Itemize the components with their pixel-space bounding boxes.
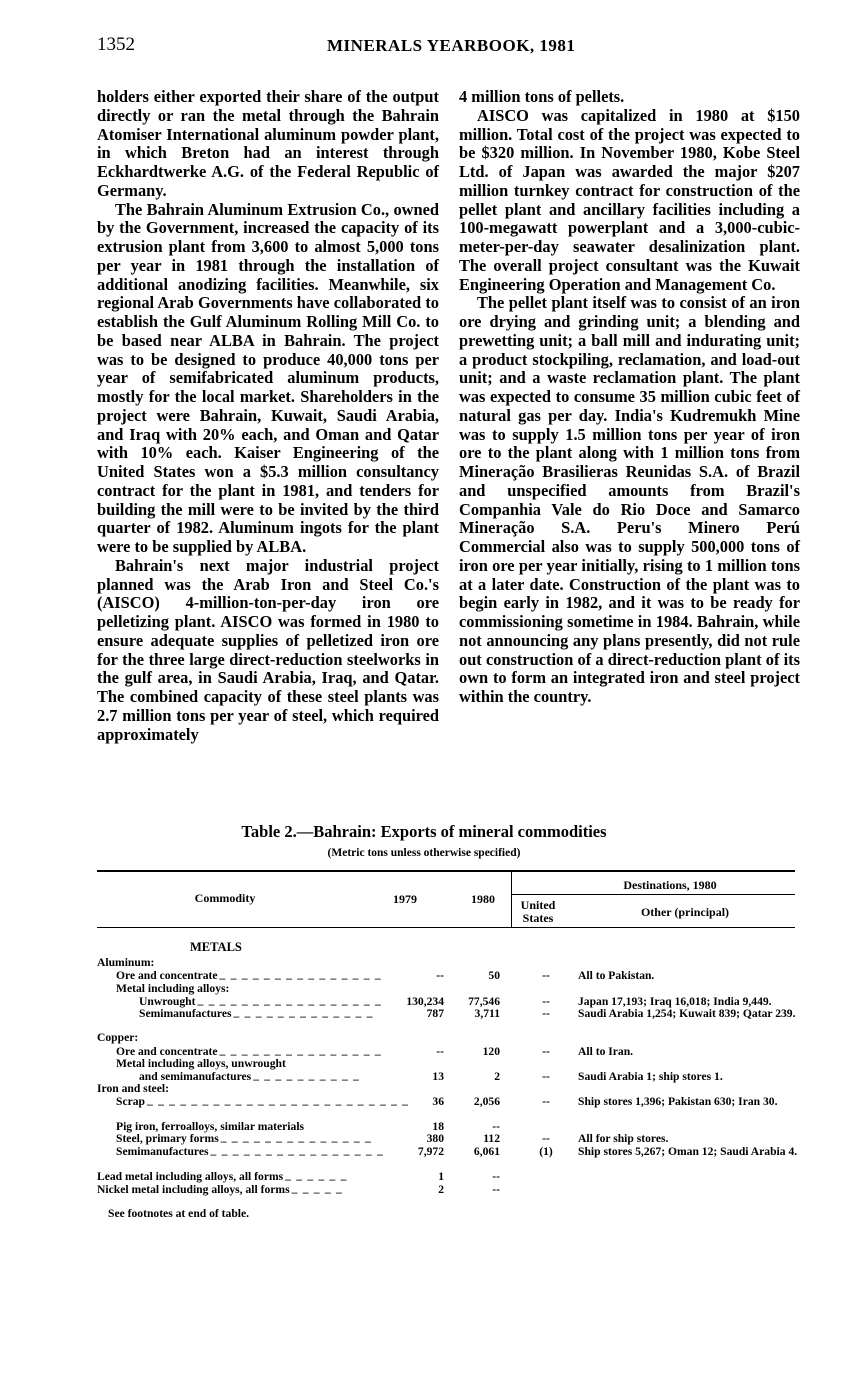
value-united-states: --	[542, 1070, 550, 1083]
header-destinations: Destinations, 1980	[623, 878, 717, 892]
value-united-states: --	[542, 1132, 550, 1145]
value-united-states: --	[542, 1007, 550, 1020]
destination-other: Japan 17,193; Iraq 16,018; India 9,449.	[578, 995, 772, 1008]
row-label: Scrap	[116, 1095, 145, 1108]
row-label: Pig iron, ferroalloys, similar materials	[116, 1120, 305, 1133]
table-title: Table 2.—Bahrain: Exports of mineral commodities	[241, 822, 607, 841]
row-label: Aluminum:	[97, 956, 155, 969]
value-united-states: --	[542, 995, 550, 1008]
right-text-column	[459, 88, 800, 707]
header-other: Other (principal)	[640, 905, 730, 919]
row-label: and semimanufactures	[139, 1070, 252, 1083]
value-1979: 380	[426, 1132, 444, 1145]
leader-dots: _ _ _ _ _ _ _ _ _ _ _ _ _	[233, 1006, 374, 1019]
header-1979: 1979	[393, 892, 417, 906]
value-1980: 77,546	[468, 995, 500, 1008]
value-united-states: --	[542, 1095, 550, 1108]
paragraph: AISCO was capitalized in 1980 at $150 million. Total cost of the project was expected to be $320 million. In November 1980, Kobe Steel Ltd. of Japan was awarded the major $207 million turnkey contract for construction of the pellet plant and ancillary facilities including a 100-megawatt powerplant and a 3,000-cubic-meter-per-day seawater desalinization plant. The overall project consultant was the Kuwait Engineering Operation and Management Co.	[459, 105, 800, 294]
value-1980: --	[492, 1120, 500, 1133]
destination-other: Saudi Arabia 1,254; Kuwait 839; Qatar 239.	[578, 1007, 796, 1020]
leader-dots: _ _ _ _ _ _ _ _ _ _ _ _ _ _ _ _	[210, 1144, 384, 1157]
paragraph: Bahrain's next major industrial project planned was the Arab Iron and Steel Co.'s (AISCO) 4-million-ton-per-day iron ore pelletizing plant. AISCO was formed in 1980 to ensure adequate supplies of pelletized iron ore for the three large direct-reduction steelworks in the gulf area, in Saudi Arabia, Iraq, and Qatar. The combined capacity of these steel plants was 2.7 million tons per year of steel, which required approximately	[97, 555, 439, 744]
page-header	[97, 34, 797, 62]
value-1979: 130,234	[406, 995, 444, 1008]
header-1980: 1980	[471, 892, 495, 906]
row-label: Unwrought	[139, 995, 196, 1008]
row-label: Nickel metal including alloys, all forms	[97, 1183, 290, 1196]
value-1980: 6,061	[473, 1145, 500, 1158]
value-united-states: --	[542, 969, 550, 982]
value-1979: 1	[438, 1170, 444, 1183]
value-1979: 36	[432, 1095, 444, 1108]
value-1980: 2	[494, 1070, 500, 1083]
destination-other: All to Iran.	[578, 1045, 634, 1058]
destinations-rule	[512, 894, 795, 895]
header-united-states: United States	[520, 898, 556, 925]
leader-dots: _ _ _ _ _ _ _ _ _ _ _ _ _ _ _ _ _	[197, 994, 383, 1007]
value-1980: 120	[482, 1045, 500, 1058]
row-label: Semimanufactures	[116, 1145, 209, 1158]
row-label: Semimanufactures	[139, 1007, 232, 1020]
leader-dots: _ _ _ _ _ _ _ _ _ _ _ _ _ _	[220, 1131, 372, 1144]
header-commodity: Commodity	[194, 891, 256, 905]
paragraph: The pellet plant itself was to consist of an iron ore drying and grinding unit; a blending and prewetting unit; a ball mill and indurating unit; a product stockpiling, reclamation, and load-out unit; and a waste reclamation plant. The plant was expected to consume 35 million cubic feet of natural gas per day. India's Kudremukh Mine was to supply 1.5 million tons per year of iron ore to the plant along with 1 million tons from Mineração Brasilieras Reunidas S.A. of Brazil and unspecified amounts from Brazil's Companhia Vale do Rio Doce and Samarco Mineração S.A. Peru's Minero Perú Commercial also was to supply 500,000 tons of iron ore per year initially, rising to 1 million tons at a later date. Construction of the plant was to begin early in 1982, and it was to be ready for commissioning sometime in 1984. Bahrain, while not announcing any plans presently, did not rule out construction of a direct-reduction plant of its own to form an integrated iron and steel project within the country.	[459, 293, 800, 706]
row-label: Ore and concentrate	[116, 1045, 218, 1058]
row-label: Metal including alloys, unwrought	[116, 1057, 286, 1070]
paragraph: The Bahrain Aluminum Extrusion Co., owned by the Government, increased the capacity of its extrusion plant from 3,600 to almost 5,000 tons per year in 1981 through the installation of additional anodizing facilities. Meanwhile, six regional Arab Governments have collaborated to establish the Gulf Aluminum Rolling Mill Co. to be based near ALBA in Bahrain. The project was to be designed to produce 40,000 tons per year of semifabricated aluminum products, mostly for the local market. Shareholders in the project were Bahrain, Kuwait, Saudi Arabia, and Iraq with 20% each, and Oman and Qatar with 10% each. Kaiser Engineering of the United States won a $5.3 million consultancy contract for the plant in 1981, and tenders for building the mill were to be invited by the third quarter of 1982. Aluminum ingots for the plant were to be supplied by ALBA.	[97, 199, 439, 556]
leader-dots: _ _ _ _ _ _ _ _ _ _	[253, 1069, 361, 1082]
row-label: Metal including alloys:	[116, 982, 230, 995]
row-label: Ore and concentrate	[116, 969, 218, 982]
destination-other: All to Pakistan.	[578, 969, 655, 982]
value-1979: 7,972	[417, 1145, 444, 1158]
row-label: Copper:	[97, 1031, 139, 1044]
value-1980: 2,056	[473, 1095, 500, 1108]
value-1979: 13	[432, 1070, 444, 1083]
leader-dots: _ _ _ _ _ _ _ _ _ _ _ _ _ _ _	[219, 1044, 382, 1057]
paragraph: holders either exported their share of the output directly or ran the metal through the Bahrain Atomiser International aluminum powder plant, in which Breton had an interest through Eckhardtwerke A.G. of the Federal Republic of Germany.	[97, 87, 439, 200]
row-label: Lead metal including alloys, all forms	[97, 1170, 284, 1183]
left-text-column	[97, 88, 439, 744]
paragraph: 4 million tons of pellets.	[459, 87, 625, 106]
leader-dots: _ _ _ _ _ _ _ _ _ _ _ _ _ _ _	[219, 968, 382, 981]
header-bottom-rule	[97, 927, 795, 928]
value-1979: --	[436, 969, 444, 982]
destination-other: Ship stores 5,267; Oman 12; Saudi Arabia 4.	[578, 1145, 798, 1158]
value-1980: --	[492, 1170, 500, 1183]
running-title: MINERALS YEARBOOK, 1981	[327, 36, 576, 55]
page-number: 1352	[97, 34, 135, 55]
value-1979: 18	[432, 1120, 444, 1133]
value-1979: 2	[438, 1183, 444, 1196]
value-1979: 787	[426, 1007, 444, 1020]
leader-dots: _ _ _ _ _	[291, 1182, 343, 1195]
row-label: Steel, primary forms	[116, 1132, 219, 1145]
value-1979: --	[436, 1045, 444, 1058]
table-footnote: See footnotes at end of table.	[108, 1207, 250, 1220]
destination-other: All for ship stores.	[578, 1132, 669, 1145]
table-subtitle: (Metric tons unless otherwise specified)	[327, 847, 521, 859]
value-united-states: --	[542, 1045, 550, 1058]
value-1980: 112	[483, 1132, 500, 1145]
value-1980: --	[492, 1183, 500, 1196]
column-divider	[511, 870, 512, 928]
destination-other: Saudi Arabia 1; ship stores 1.	[578, 1070, 723, 1083]
destination-other: Ship stores 1,396; Pakistan 630; Iran 30.	[578, 1095, 778, 1108]
value-1980: 3,711	[474, 1007, 500, 1020]
row-label: Iron and steel:	[97, 1082, 169, 1095]
section-heading-metals: METALS	[190, 940, 242, 954]
value-united-states: (1)	[539, 1145, 553, 1158]
leader-dots: _ _ _ _ _ _	[285, 1169, 348, 1182]
value-1980: 50	[488, 969, 500, 982]
table-top-rule	[97, 870, 795, 872]
leader-dots: _ _ _ _ _ _ _ _ _ _ _ _ _ _ _ _ _ _ _ _ _ _ _ _	[146, 1094, 410, 1107]
